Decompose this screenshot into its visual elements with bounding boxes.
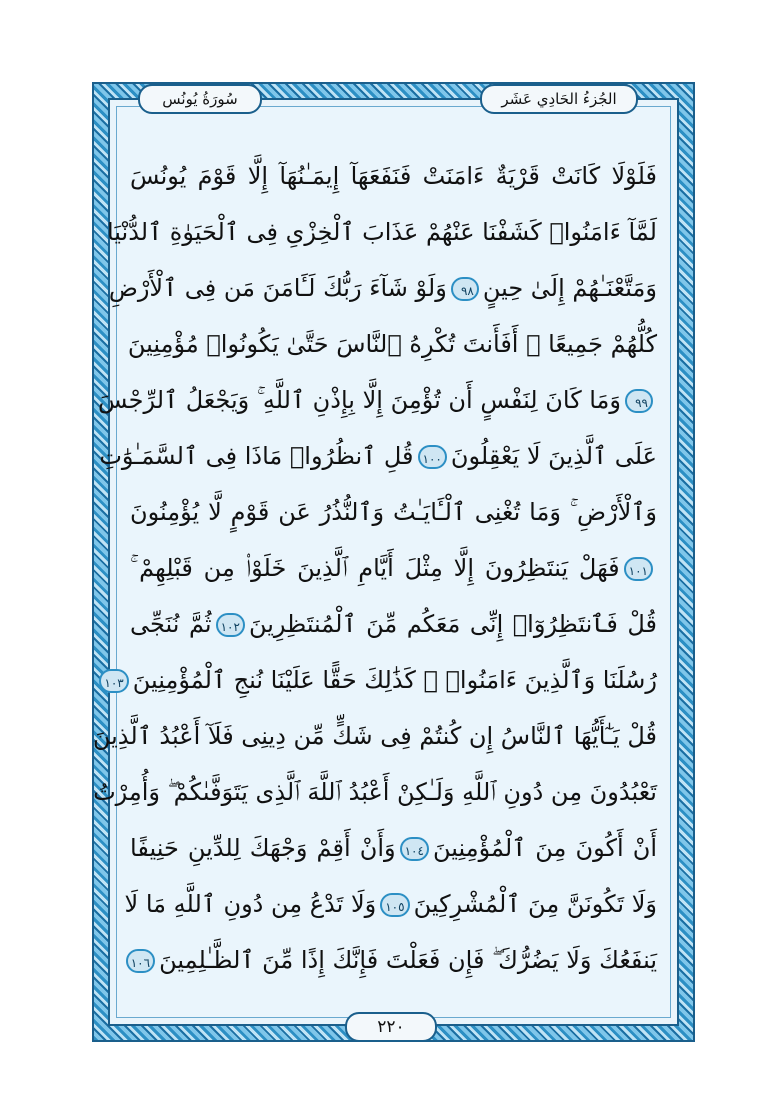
verse-line	[104, 652, 657, 708]
verse-line	[93, 764, 657, 820]
verse-line	[127, 316, 657, 372]
verse-line	[124, 876, 657, 932]
verse-text: فَلَوْلَا كَانَتْ قَرْيَةٌ ءَامَنَتْ فَنَفَعَهَآ إِيمَـٰنُهَآ إِلَّا قَوْمَ يُونُسَ	[130, 162, 657, 190]
verse-text: وَأَنْ أَقِمْ وَجْهَكَ لِلدِّينِ حَنِيفًا	[130, 834, 396, 862]
verse-line	[130, 540, 657, 596]
verse-text: فَهَلْ يَنتَظِرُونَ إِلَّا مِثْلَ أَيَّامِ ٱلَّذِينَ خَلَوْا۟ مِن قَبْلِهِمْ ۚ	[130, 554, 620, 582]
verse-line	[130, 932, 657, 988]
verse-text: ثُمَّ نُنَجِّى	[130, 610, 212, 638]
verse-text: رُسُلَنَا وَٱلَّذِينَ ءَامَنُوا۟ ۚ كَذَٰلِكَ حَقًّا عَلَيْنَا نُنجِ ٱلْمُؤْمِنِينَ	[132, 666, 657, 694]
verse-line	[130, 820, 657, 876]
verse-text: قُلْ يَـٰٓأَيُّهَا ٱلنَّاسُ إِن كُنتُمْ فِى شَكٍّ مِّن دِينِى فَلَآ أَعْبُدُ ٱلَّذِينَ	[92, 722, 657, 750]
verse-line	[98, 372, 657, 428]
verse-number-marker: ١٠٠	[418, 445, 447, 469]
verse-text: قُلِ ٱنظُرُوا۟ مَاذَا فِى ٱلسَّمَـٰوَٰتِ	[99, 442, 414, 470]
verse-number-marker: ١٠٢	[216, 613, 245, 637]
verse-line	[130, 148, 657, 204]
verse-line	[106, 204, 657, 260]
verse-text: وَمَا كَانَ لِنَفْسٍ أَن تُؤْمِنَ إِلَّا بِإِذْنِ ٱللَّهِ ۚ وَيَجْعَلُ ٱلرِّجْسَ	[98, 386, 621, 414]
page-number: ٢٢٠	[345, 1012, 437, 1042]
verse-line	[92, 708, 657, 764]
verse-text: كُلُّهُمْ جَمِيعًا ۚ أَفَأَنتَ تُكْرِهُ ٱلنَّاسَ حَتَّىٰ يَكُونُوا۟ مُؤْمِنِينَ	[127, 330, 657, 358]
verse-number-marker: ١٠٦	[126, 949, 155, 973]
verse-number-marker: ١٠١	[624, 557, 653, 581]
verse-text: لَمَّآ ءَامَنُوا۟ كَشَفْنَا عَنْهُمْ عَذَابَ ٱلْخِزْىِ فِى ٱلْحَيَوٰةِ ٱلدُّنْيَا	[106, 218, 657, 246]
juz-title: الجُزءُ الحَادِي عَشَر	[480, 84, 638, 114]
verse-text: وَلَوْ شَآءَ رَبُّكَ لَـَٔامَنَ مَن فِى ٱلْأَرْضِ	[108, 274, 447, 302]
verse-text: أَنْ أَكُونَ مِنَ ٱلْمُؤْمِنِينَ	[432, 834, 657, 862]
verse-line	[108, 260, 657, 316]
verse-line	[130, 484, 657, 540]
verse-text: يَنفَعُكَ وَلَا يَضُرُّكَ ۖ فَإِن فَعَلْتَ فَإِنَّكَ إِذًا مِّنَ ٱلظَّـٰلِمِينَ	[159, 946, 657, 974]
verse-number-marker: ١٠٤	[400, 837, 429, 861]
verse-number-marker: ٩٨	[451, 277, 479, 301]
verse-number-marker: ١٠٣	[99, 669, 128, 693]
verse-number-marker: ١٠٥	[380, 893, 409, 917]
verse-text: تَعْبُدُونَ مِن دُونِ ٱللَّهِ وَلَـٰكِنْ أَعْبُدُ ٱللَّهَ ٱلَّذِى يَتَوَفَّىٰكُمْ ۖ وَأُمِرْتُ	[93, 778, 657, 806]
verse-text: عَلَى ٱلَّذِينَ لَا يَعْقِلُونَ	[450, 442, 657, 470]
verse-text: قُلْ فَٱنتَظِرُوٓا۟ إِنِّى مَعَكُم مِّنَ ٱلْمُنتَظِرِينَ	[248, 610, 657, 638]
verse-lines	[92, 148, 657, 988]
verse-line	[130, 596, 657, 652]
verse-number-marker: ٩٩	[625, 389, 653, 413]
verse-text: وَٱلْأَرْضِ ۚ وَمَا تُغْنِى ٱلْـَٔايَـٰتُ وَٱلنُّذُرُ عَن قَوْمٍ لَّا يُؤْمِنُونَ	[130, 498, 657, 526]
verse-text: وَلَا تَكُونَنَّ مِنَ ٱلْمُشْرِكِينَ	[413, 890, 657, 918]
verse-line	[99, 428, 657, 484]
surah-title: سُورَةُ يُونُس	[138, 84, 262, 114]
verse-text: وَلَا تَدْعُ مِن دُونِ ٱللَّهِ مَا لَا	[124, 890, 377, 918]
verse-text: وَمَتَّعْنَـٰهُمْ إِلَىٰ حِينٍ	[482, 274, 657, 302]
